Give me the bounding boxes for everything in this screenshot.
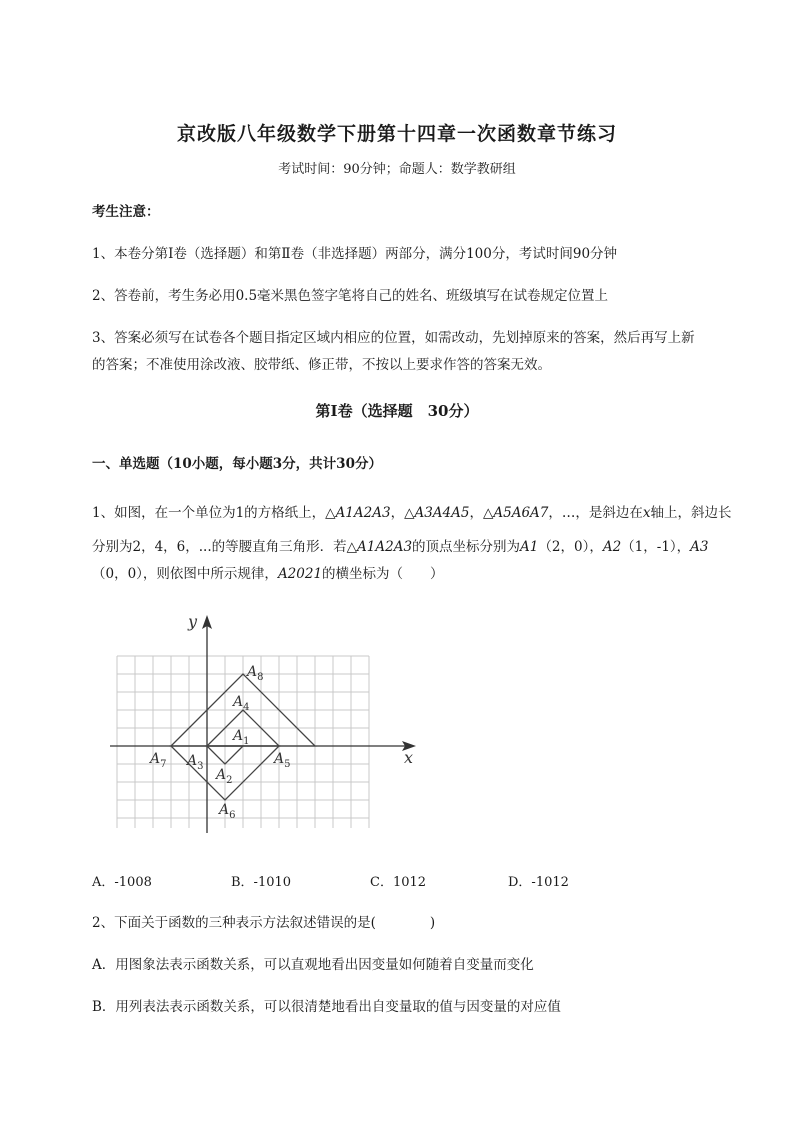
point-label-a3: $A_3$ (187, 753, 204, 772)
q2-stem: 2、下面关于函数的三种表示方法叙述错误的是( ) (92, 915, 436, 931)
point-label-a5: $A_5$ (274, 751, 291, 770)
q1-option-c: C．1012 (370, 875, 427, 890)
q1-line-3: （0，0），则依图中所示规律，A2021的横坐标为（ ） (92, 566, 444, 582)
notice-item-1: 1、本卷分第I卷（选择题）和第Ⅱ卷（非选择题）两部分，满分100分，考试时间90分钟 (92, 246, 618, 262)
q1-line-1: 1、如图，在一个单位为1的方格纸上，△A1A2A3，△A3A4A5，△A5A6A7，…，是斜边在x轴上，斜边长 (92, 505, 732, 521)
notice-item-2: 2、答卷前，考生务必用0.5毫米黑色签字笔将自己的姓名、班级填写在试卷规定位置上 (92, 288, 609, 304)
coordinate-grid-figure (110, 608, 430, 833)
notice-item-3-cont: 的答案；不准使用涂改液、胶带纸、修正带，不按以上要求作答的答案无效。 (92, 357, 551, 373)
y-axis-label: y (188, 612, 198, 631)
point-label-a2: $A_2$ (216, 767, 233, 786)
q2-option-b: B．用列表法表示函数关系，可以很清楚地看出自变量取的值与因变量的对应值 (92, 999, 561, 1015)
point-label-a8: $A_8$ (247, 664, 264, 683)
q1-option-d: D．-1012 (508, 875, 569, 890)
point-label-a1: $A_1$ (233, 728, 250, 747)
notice-heading: 考生注意： (92, 204, 160, 220)
q1-option-a: A．-1008 (92, 875, 152, 890)
point-label-a6: $A_6$ (219, 802, 236, 821)
point-label-a4: $A_4$ (233, 694, 250, 713)
q1-option-b: B．-1010 (231, 875, 292, 890)
notice-item-3: 3、答案必须写在试卷各个题目指定区域内相应的位置，如需改动，先划掉原来的答案，然后再写上新 (92, 330, 695, 346)
section-title: 第I卷（选择题 30分） (315, 402, 479, 420)
x-axis-label: x (404, 748, 414, 767)
q1-line-2: 分别为2，4，6，...的等腰直角三角形．若△A1A2A3的顶点坐标分别为A1（2，0），A2（1，-1），A3 (92, 539, 709, 555)
page-title: 京改版八年级数学下册第十四章一次函数章节练习 (176, 123, 617, 145)
exam-info: 考试时间：90分钟；命题人：数学教研组 (278, 162, 516, 177)
point-label-a7: $A_7$ (150, 751, 167, 770)
part-heading: 一、单选题（10小题，每小题3分，共计30分） (92, 456, 382, 472)
q2-option-a: A．用图象法表示函数关系，可以直观地看出因变量如何随着自变量而变化 (92, 957, 534, 973)
